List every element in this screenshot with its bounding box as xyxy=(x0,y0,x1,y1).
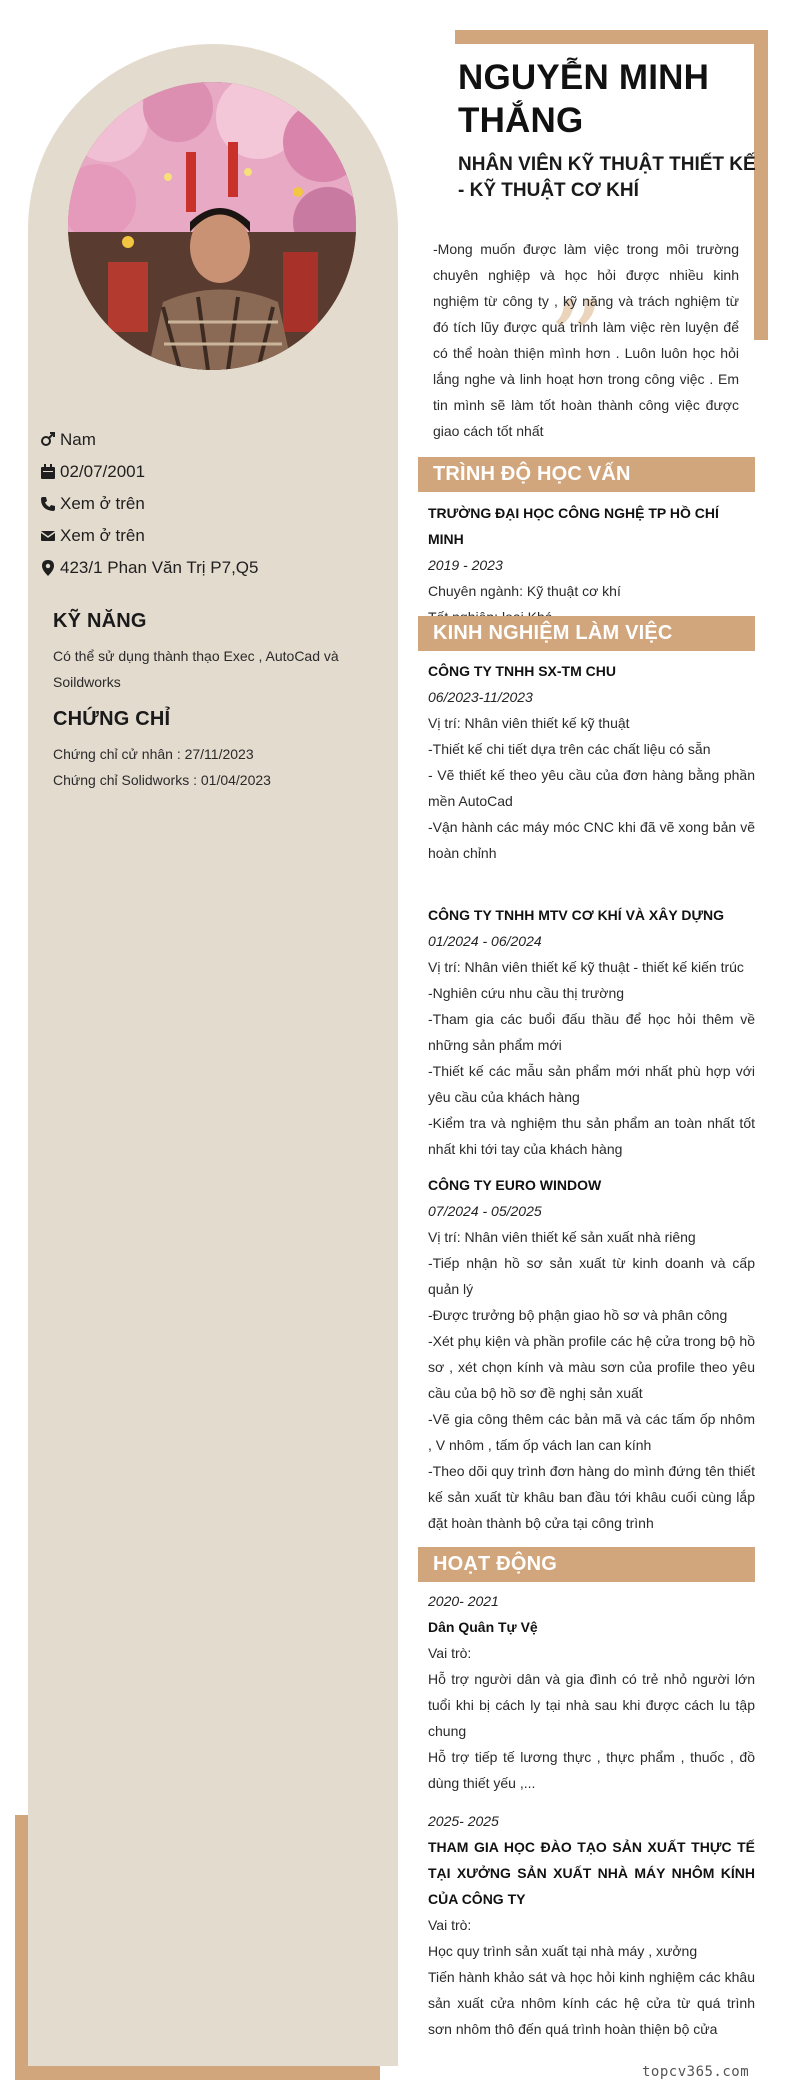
job-duty: -Tiếp nhận hồ sơ sản xuất từ kinh doanh và cấp quản lý xyxy=(428,1255,755,1297)
gender-icon xyxy=(40,431,60,449)
profile-photo xyxy=(68,82,356,370)
contact-email xyxy=(40,520,380,552)
job-company: CÔNG TY TNHH MTV CƠ KHÍ VÀ XÂY DỰNG xyxy=(428,907,725,923)
quote-mark-icon: ” xyxy=(548,277,605,405)
job-item xyxy=(428,902,755,1162)
job-duty: -Thiết kế chi tiết dựa trên các chất liệu có sẵn xyxy=(428,741,711,757)
envelope-icon xyxy=(40,527,60,545)
contact-birthday xyxy=(40,456,380,488)
education-school: TRƯỜNG ĐẠI HỌC CÔNG NGHỆ TP HỒ CHÍ MINH xyxy=(428,505,719,547)
education-block xyxy=(428,500,755,630)
phone-icon xyxy=(40,495,60,513)
job-position: Vị trí: Nhân viên thiết kế kỹ thuật xyxy=(428,715,630,731)
activities-title: HOẠT ĐỘNG xyxy=(418,1547,755,1582)
job-company: CÔNG TY EURO WINDOW xyxy=(428,1177,602,1193)
contact-gender xyxy=(40,424,380,456)
activity-line: Hỗ trợ tiếp tế lương thực , thực phẩm , thuốc , đồ dùng thiết yếu ,... xyxy=(428,1749,755,1791)
activity-role-label: Vai trò: xyxy=(428,1645,472,1661)
job-period: 07/2024 - 05/2025 xyxy=(428,1203,542,1219)
activity-line: Hỗ trợ người dân và gia đình có trẻ nhỏ người lớn tuổi khi bị cách ly tại nhà sau khi được cách lu tập chung xyxy=(428,1671,755,1739)
contact-phone-text: Xem ở trên xyxy=(60,494,145,513)
job-duty: -Vẽ gia công thêm các bản mã và các tấm ốp nhôm , V nhôm , tấm ốp vách lan can kính xyxy=(428,1411,755,1453)
job-duty: -Xét phụ kiện và phần profile các hệ cửa trong bộ hồ sơ , xét chọn kính và màu sơn của profile theo yêu cầu của bộ hồ sơ đề nghị sản xuất xyxy=(428,1333,755,1401)
calendar-icon xyxy=(40,463,60,481)
education-major: Chuyên ngành: Kỹ thuật cơ khí xyxy=(428,583,621,599)
activity-org: Dân Quân Tự Vệ xyxy=(428,1619,538,1635)
job-item xyxy=(428,1172,755,1536)
contact-gender-text: Nam xyxy=(60,430,96,449)
skills-title: KỸ NĂNG xyxy=(53,610,147,632)
contact-birthday-text: 02/07/2001 xyxy=(60,462,146,481)
activity-line: Tiến hành khảo sát và học hỏi kinh nghiệm các khâu sản xuất cửa nhôm kính các hệ cửa từ quá trình sơn nhôm thô đến quá trình hoàn thiện bộ cửa xyxy=(428,1969,755,2037)
education-period: 2019 - 2023 xyxy=(428,557,503,573)
job-duty: -Nghiên cứu nhu cầu thị trường xyxy=(428,985,625,1001)
job-period: 01/2024 - 06/2024 xyxy=(428,933,542,949)
job-duty: -Tham gia các buổi đấu thầu để học hỏi thêm về những sản phẩm mới xyxy=(428,1011,755,1053)
job-position: Vị trí: Nhân viên thiết kế sản xuất nhà riêng xyxy=(428,1229,696,1245)
skills-text: Có thể sử dụng thành thạo Exec , AutoCad và Soildworks xyxy=(53,648,339,690)
job-duty: -Thiết kế các mẫu sản phẩm mới nhất phù hợp với yêu cầu của khách hàng xyxy=(428,1063,755,1105)
certificate-item: Chứng chỉ cử nhân : 27/11/2023 xyxy=(53,746,254,762)
job-position: Vị trí: Nhân viên thiết kế kỹ thuật - thiết kế kiến trúc xyxy=(428,959,744,975)
activity-period: 2020- 2021 xyxy=(428,1593,499,1609)
candidate-name: NGUYỄN MINH THẮNG xyxy=(458,58,710,140)
job-duty: -Theo dõi quy trình đơn hàng do mình đứng tên thiết kế sản xuất từ khâu ban đầu tới khâu cuối cùng lắp đặt hoàn thành bộ cửa tại công trình xyxy=(428,1463,755,1531)
activity-org: THAM GIA HỌC ĐÀO TẠO SẢN XUẤT THỰC TẾ TẠI XƯỞNG SẢN XUẤT NHÀ MÁY NHÔM KÍNH CỦA CÔNG TY xyxy=(428,1839,755,1907)
activity-period: 2025- 2025 xyxy=(428,1813,499,1829)
job-duty: -Vận hành các máy móc CNC khi đã vẽ xong bản vẽ hoàn chỉnh xyxy=(428,819,755,861)
contact-address xyxy=(40,552,380,584)
activity-item xyxy=(428,1588,755,1796)
activity-role-label: Vai trò: xyxy=(428,1917,472,1933)
watermark: topcv365.com xyxy=(642,2064,750,2080)
job-company: CÔNG TY TNHH SX-TM CHU xyxy=(428,663,616,679)
job-duty: - Vẽ thiết kế theo yêu cầu của đơn hàng bằng phần mền AutoCad xyxy=(428,767,755,809)
activity-item xyxy=(428,1808,755,2042)
job-period: 06/2023-11/2023 xyxy=(428,689,533,705)
job-item xyxy=(428,658,755,866)
certificates-title: CHỨNG CHỈ xyxy=(53,708,171,730)
experience-title: KINH NGHIỆM LÀM VIỆC xyxy=(418,616,755,651)
contact-email-text: Xem ở trên xyxy=(60,526,145,545)
contact-address-text: 423/1 Phan Văn Trị P7,Q5 xyxy=(60,558,259,577)
certificate-item: Chứng chỉ Solidworks : 01/04/2023 xyxy=(53,772,271,788)
contact-phone xyxy=(40,488,380,520)
job-duty: -Kiểm tra và nghiệm thu sản phẩm an toàn nhất tốt nhất khi tới tay của khách hàng xyxy=(428,1115,755,1157)
job-duty: -Được trưởng bộ phận giao hồ sơ và phân công xyxy=(428,1307,728,1323)
skills-section xyxy=(53,610,353,695)
certificates-section xyxy=(53,708,353,793)
education-title: TRÌNH ĐỘ HỌC VẤN xyxy=(418,457,755,492)
candidate-role: NHÂN VIÊN KỸ THUẬT THIẾT KẾ - KỸ THUẬT CƠ KHÍ xyxy=(458,154,756,201)
career-objective: -Mong muốn được làm việc trong môi trường chuyên nghiệp và học hỏi được nhiều kinh nghiệm từ công ty , kỹ năng và trách nghiệm từ đó tích lũy được quá trình làm việc rèn luyện để có thể hoàn thiện mình hơn . Luôn luôn học hỏi lắng nghe và linh hoạt hơn trong công việc . Em tin mình sẽ làm tốt hoàn thành công việc được giao cách tốt nhất xyxy=(433,241,739,439)
activity-line: Học quy trình sản xuất tại nhà máy , xưởng xyxy=(428,1943,698,1959)
contact-info xyxy=(40,424,380,584)
location-pin-icon xyxy=(40,559,60,577)
